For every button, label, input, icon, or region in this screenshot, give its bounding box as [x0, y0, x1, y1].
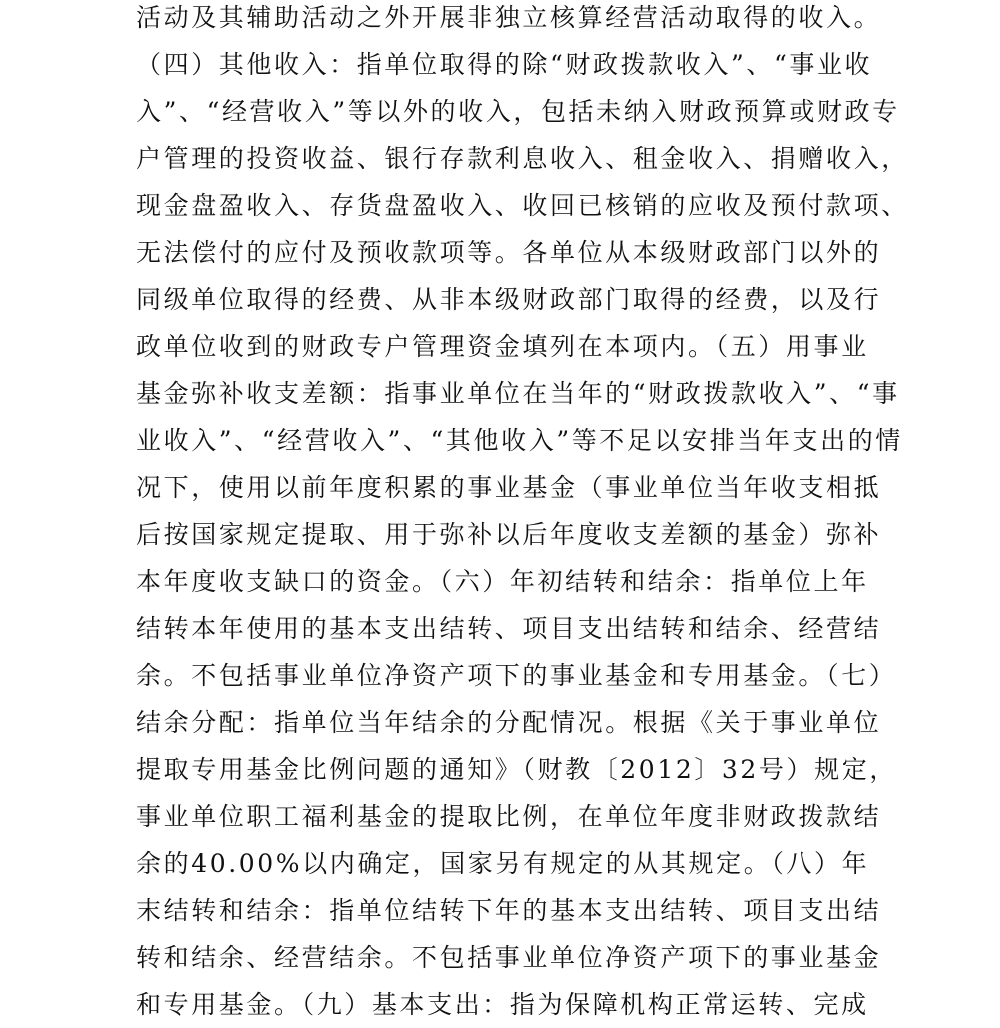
text-line-1: 活动及其辅助活动之外开展非独立核算经营活动取得的收入。 — [136, 3, 882, 32]
text-line-2: （四）其他收入：指单位取得的除“财政拨款收入”、“事业收 — [136, 50, 873, 79]
text-line-20: 末结转和结余：指单位结转下年的基本支出结转、项目支出结 — [136, 896, 882, 925]
text-line-16: 结余分配：指单位当年结余的分配情况。根据《关于事业单位 — [136, 708, 882, 737]
text-line-14: 结转本年使用的基本支出结转、项目支出结转和结余、经营结 — [136, 614, 882, 643]
text-line-22: 和专用基金。（九）基本支出：指为保障机构正常运转、完成 — [136, 990, 869, 1019]
text-line-11: 况下，使用以前年度积累的事业基金（事业单位当年收支相抵 — [136, 473, 882, 502]
text-line-21: 转和结余、经营结余。不包括事业单位净资产项下的事业基金 — [136, 943, 882, 972]
text-line-10: 业收入”、“经营收入”、“其他收入”等不足以安排当年支出的情 — [136, 426, 903, 455]
text-line-5: 现金盘盈收入、存货盘盈收入、收回已核销的应收及预付款项、 — [136, 191, 909, 220]
text-line-13: 本年度收支缺口的资金。（六）年初结转和结余：指单位上年 — [136, 567, 869, 596]
text-line-9: 基金弥补收支差额：指事业单位在当年的“财政拨款收入”、“事 — [136, 379, 900, 408]
body-text — [136, 0, 916, 1028]
text-line-19: 余的40.00%以内确定，国家另有规定的从其规定。（八）年 — [136, 849, 870, 878]
text-line-18: 事业单位职工福利基金的提取比例，在单位年度非财政拨款结 — [136, 802, 882, 831]
text-line-4: 户管理的投资收益、银行存款利息收入、租金收入、捐赠收入， — [136, 144, 909, 173]
text-line-15: 余。不包括事业单位净资产项下的事业基金和专用基金。（七） — [136, 661, 897, 690]
text-line-3: 入”、“经营收入”等以外的收入，包括未纳入财政预算或财政专 — [136, 97, 900, 126]
text-line-6: 无法偿付的应付及预收款项等。各单位从本级财政部门以外的 — [136, 238, 882, 267]
text-line-8: 政单位收到的财政专户管理资金填列在本项内。（五）用事业 — [136, 332, 869, 361]
text-line-7: 同级单位取得的经费、从非本级财政部门取得的经费，以及行 — [136, 285, 882, 314]
text-line-17: 提取专用基金比例问题的通知》（财教〔2012〕32号）规定， — [136, 755, 897, 784]
text-line-12: 后按国家规定提取、用于弥补以后年度收支差额的基金）弥补 — [136, 520, 882, 549]
